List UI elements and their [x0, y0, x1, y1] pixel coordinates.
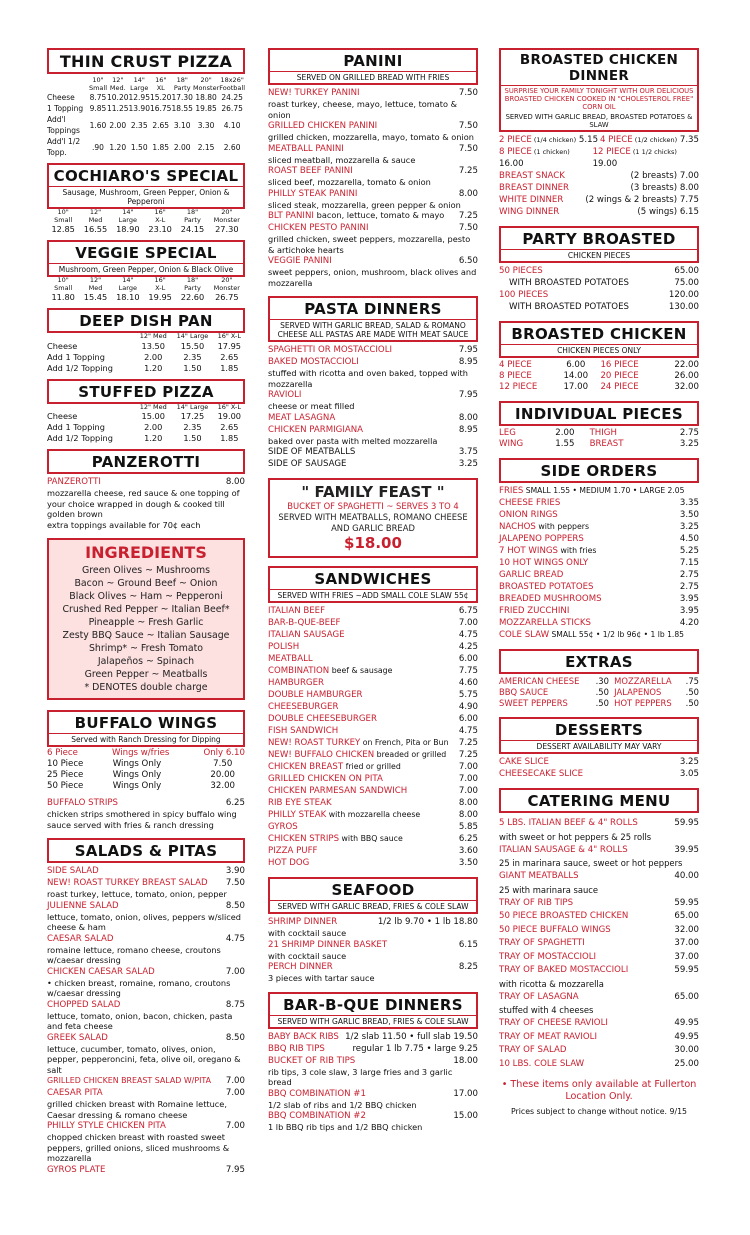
list-item: ITALIAN BEEF 6.75	[268, 606, 478, 616]
panzerotti-header: PANZEROTTI	[47, 449, 245, 474]
ingredient-line: Green Pepper ~ Meatballs	[84, 669, 208, 680]
family-feast-title: " FAMILY FEAST "	[301, 483, 445, 501]
deep-dish-sizes: 12" Med 14" Large 16" X-L	[139, 332, 242, 340]
list-item: SIDE OF SAUSAGE 3.25	[268, 459, 478, 469]
buffalo-strips: BUFFALO STRIPS 6.25	[47, 798, 245, 808]
sides-header: SIDE ORDERS	[499, 458, 699, 483]
ingredient-line: Bacon ~ Ground Beef ~ Onion	[74, 578, 218, 589]
table-row: BBQ SAUCE .50 JALAPENOS .50	[499, 687, 699, 697]
list-item: TRAY OF SPAGHETTI 37.00	[499, 938, 699, 948]
stuffed-table	[47, 404, 245, 445]
list-item: FRIES SMALL 1.55 • MEDIUM 1.70 • LARGE 2.05	[499, 486, 685, 496]
list-item: BAR-B-QUE-BEEF 7.00	[268, 618, 478, 628]
list-item: JULIENNE SALAD 8.50 lettuce, tomato, onion, olives, peppers w/sliced cheese & ham	[47, 900, 245, 932]
list-item: MOZZARELLA STICKS 4.20	[499, 618, 699, 628]
extras-table	[499, 676, 699, 709]
list-item: CHEESEBURGER 4.90	[268, 702, 478, 712]
seafood-sub: SERVED WITH GARLIC BREAD, FRIES & COLE SLAW	[270, 900, 476, 912]
list-item: BREAST SNACK (2 breasts) 7.00	[499, 171, 699, 181]
party-sub: CHICKEN PIECES	[501, 249, 697, 261]
list-item: WING DINNER (5 wings) 6.15	[499, 207, 699, 217]
list-item: PERCH DINNER 8.25 3 pieces with tartar sauce	[268, 962, 478, 983]
list-item: 10 HOT WINGS ONLY 7.15	[499, 558, 699, 568]
list-item: NEW! ROAST TURKEY BREAST SALAD 7.50 roast turkey, lettuce, tomato, onion, pepper	[47, 878, 245, 899]
list-item: CHICKEN CAESAR SALAD 7.00 • chicken breast, romaine, romano, croutons w/caesar dressing	[47, 966, 245, 998]
panzerotti-extra: extra toppings available for 70¢ each	[47, 519, 201, 530]
broasted-header: BROASTED CHICKEN	[511, 325, 687, 343]
column-left	[47, 48, 245, 1176]
ingredient-line: Jalapeños ~ Spinach	[97, 656, 195, 667]
list-item: BLT PANINI bacon, lettuce, tomato & mayo 7.25	[268, 210, 478, 221]
broasted-table	[499, 360, 699, 393]
list-item: GRILLED CHICKEN PANINI 7.50 grilled chicken, mozzarella, mayo, tomato & onion	[268, 121, 478, 142]
stuffed-row: Add 1/2 Topping 1.20 1.50 1.85	[47, 433, 239, 443]
list-item: TRAY OF LASAGNA 65.00 stuffed with 4 cheeses	[499, 991, 699, 1015]
list-item: RAVIOLI 7.95 cheese or meat filled	[268, 390, 478, 411]
list-item: RIB EYE STEAK 8.00	[268, 798, 478, 808]
ingredient-line: Crushed Red Pepper ~ Italian Beef*	[62, 604, 230, 615]
ingredients-box	[47, 538, 245, 700]
veggie-table	[47, 277, 245, 303]
list-item: MEAT LASAGNA 8.00	[268, 412, 478, 423]
buffalo-row: 25 Piece Wings Only 20.00	[47, 770, 236, 780]
cochiaro-box	[47, 163, 245, 209]
panzerotti-item: PANZEROTTI 8.00	[47, 477, 245, 487]
cochiaro-prices: 12.85 16.55 18.90 23.10 24.15 27.30	[51, 224, 239, 234]
list-item: MEATBALL 6.00	[268, 654, 478, 664]
pasta-box	[268, 296, 478, 342]
price-disclaimer: Prices subject to change without notice. 9/15	[510, 1107, 688, 1116]
table-row: LEG 2.00 THIGH 2.75	[499, 428, 699, 438]
buffalo-box	[47, 710, 245, 747]
broasted-dinner-header: BROASTED CHICKEN DINNER	[519, 52, 679, 84]
veggie-sizes: 10" Small 12" Med 14" Large 16" X-L 18" Party 20" Monster	[54, 276, 240, 292]
list-item: ONION RINGS 3.50	[499, 510, 699, 520]
list-item: GIANT MEATBALLS 40.00 25 with marinara sauce	[499, 871, 699, 895]
list-item: TRAY OF MOSTACCIOLI 37.00	[499, 951, 699, 962]
stuffed-row: Cheese 15.00 17.25 19.00	[47, 411, 242, 421]
list-item: 100 PIECES 120.00	[499, 290, 699, 300]
list-item: BBQ COMBINATION #1 17.00 1/2 slab of ribs and 1/2 BBQ chicken	[268, 1088, 478, 1110]
list-item: TRAY OF MEAT RAVIOLI 49.95	[499, 1031, 699, 1042]
deep-dish-table	[47, 333, 245, 374]
veggie-desc: Mushroom, Green Pepper, Onion & Black Olive	[58, 265, 234, 274]
list-item: WHITE DINNER (2 wings & 2 breasts) 7.75	[499, 195, 699, 205]
list-item: CAESAR PITA 7.00 grilled chicken breast with Romaine lettuce, Caesar dressing & romano cheese	[47, 1088, 245, 1120]
extras-header: EXTRAS	[499, 649, 699, 674]
list-item: 5 LBS. ITALIAN BEEF & 4" ROLLS 59.95 with sweet or hot peppers & 25 rolls	[499, 818, 699, 842]
list-item: VEGGIE PANINI 6.50 sweet peppers, onion, mushroom, black olives and mozzarella	[268, 256, 478, 288]
desserts-sub: DESSERT AVAILABILITY MAY VARY	[501, 740, 697, 752]
list-item: GREEK SALAD 8.50 lettuce, cucumber, tomato, olives, onion, pepper, pepperoncini, feta, olive oil, oregano & salt	[47, 1032, 245, 1075]
list-item: HOT DOG 3.50	[268, 858, 478, 868]
sides-list	[499, 485, 699, 641]
list-item: GYROS PLATE 7.95	[47, 1164, 245, 1175]
panzerotti-desc: mozzarella cheese, red sauce & one topping of your choice wrapped in dough & cooked till golden brown	[47, 488, 240, 519]
ingredient-line: Zesty BBQ Sauce ~ Italian Sausage	[62, 630, 230, 641]
individual-table	[499, 428, 699, 450]
broasted-sub: CHICKEN PIECES ONLY	[501, 344, 697, 356]
list-item: GRILLED CHICKEN BREAST SALAD W/PITA 7.00	[47, 1076, 245, 1086]
list-item: BROASTED POTATOES 2.75	[499, 582, 699, 592]
list-item: GYROS 5.85	[268, 822, 478, 832]
list-item: 21 SHRIMP DINNER BASKET 6.15 with cocktail sauce	[268, 939, 478, 961]
stuffed-sizes: 12" Med 14" Large 16" X-L	[139, 402, 242, 411]
list-item: 50 PIECES 65.00	[499, 266, 699, 276]
list-item: CHICKEN BREAST fried or grilled 7.00	[268, 762, 478, 772]
ingredient-line: Black Olives ~ Ham ~ Pepperoni	[69, 591, 223, 602]
veggie-box	[47, 240, 245, 277]
catering-list	[499, 817, 699, 1071]
list-item: GARLIC BREAD 2.75	[499, 570, 699, 580]
ingredient-line: Green Olives ~ Mushrooms	[82, 565, 210, 576]
list-item: SPAGHETTI OR MOSTACCIOLI 7.95	[268, 345, 478, 355]
ingredient-line: Shrimp* ~ Fresh Tomato	[88, 643, 204, 654]
desserts-header: DESSERTS	[554, 721, 644, 739]
pasta-sub: SERVED WITH GARLIC BREAD, SALAD & ROMANO CHEESE ALL PASTAS ARE MADE WITH MEAT SAUCE	[270, 319, 476, 340]
salads-list	[47, 865, 245, 1176]
stuffed-header: STUFFED PIZZA	[47, 379, 245, 404]
list-item: TRAY OF BAKED MOSTACCIOLI 59.95 with ricotta & mozzarella	[499, 965, 699, 989]
fullerton-note: • These items only available at Fullerton Location Only.	[501, 1079, 697, 1102]
deep-dish-row: Cheese 13.50 15.50 17.95	[47, 340, 242, 351]
buffalo-row: 10 Piece Wings Only 7.50	[47, 759, 233, 769]
stuffed-row: Add 1 Topping 2.00 2.35 2.65	[47, 422, 239, 432]
list-item: JALAPENO POPPERS 4.50	[499, 534, 699, 544]
sandwiches-sub: SERVED WITH FRIES ~ADD SMALL COLE SLAW 55¢	[270, 589, 476, 601]
sandwiches-header: SANDWICHES	[314, 570, 432, 588]
family-feast-price: $18.00	[344, 534, 402, 552]
thin-crust-row: 1 Topping 9.85 11.25 13.90 16.75 18.55 19.85 26.75	[47, 104, 243, 113]
list-item: PIZZA PUFF 3.60	[268, 846, 478, 856]
seafood-header: SEAFOOD	[331, 881, 415, 899]
bbq-sub: SERVED WITH GARLIC BREAD, FRIES & COLE SLAW	[270, 1015, 476, 1027]
column-right	[499, 48, 699, 1116]
list-item: HAMBURGER 4.60	[268, 678, 478, 688]
list-item: CHEESE FRIES 3.35	[499, 498, 699, 508]
desserts-list	[499, 756, 699, 780]
list-item: PHILLY STEAK with mozzarella cheese 8.00	[268, 810, 478, 820]
list-item: CHEESECAKE SLICE 3.05	[499, 769, 699, 779]
sandwiches-list	[268, 605, 478, 869]
list-item: DOUBLE CHEESEBURGER 6.00	[268, 714, 478, 724]
list-item: ITALIAN SAUSAGE 4.75	[268, 630, 478, 640]
broasted-dinner-list	[499, 134, 699, 218]
table-row: 12 PIECE 17.00 24 PIECE 32.00	[499, 382, 699, 392]
list-item: COMBINATION beef & sausage 7.75	[268, 666, 478, 676]
list-item: MEATBALL PANINI 7.50 sliced meatball, mozzarella & sauce	[268, 143, 478, 165]
deep-dish-header: DEEP DISH PAN	[47, 308, 245, 333]
list-item: TRAY OF RIB TIPS 59.95	[499, 897, 699, 908]
list-item: ITALIAN SAUSAGE & 4" ROLLS 39.95 25 in marinara sauce, sweet or hot peppers	[499, 844, 699, 868]
list-item: CHICKEN PARMIGIANA 8.95 baked over pasta with melted mozzarella	[268, 424, 478, 446]
ingredients-title: INGREDIENTS	[85, 543, 207, 562]
thin-crust-header: THIN CRUST PIZZA	[47, 48, 245, 74]
cochiaro-table	[47, 209, 245, 235]
list-item: 8 PIECE (1 chicken) 16.00 12 PIECE (1 1/2 chicks) 19.00	[499, 147, 677, 169]
list-item: COLE SLAW SMALL 55¢ • 1/2 lb 96¢ • 1 lb 1.85	[499, 630, 684, 640]
buffalo-sub: Served with Ranch Dressing for Dipping	[71, 735, 221, 744]
list-item: ROAST BEEF PANINI 7.25 sliced beef, mozzarella, tomato & onion	[268, 166, 478, 187]
list-item: BREAST DINNER (3 breasts) 8.00	[499, 183, 699, 193]
list-item: BABY BACK RIBS 1/2 slab 11.50 • full slab 19.50	[268, 1031, 478, 1042]
thin-crust-row: Add'l Toppings 1.60 2.00 2.35 2.65 3.10 3.30 4.10	[47, 115, 241, 135]
table-row: SWEET PEPPERS .50 HOT PEPPERS .50	[499, 698, 699, 708]
list-item: SIDE SALAD 3.90	[47, 866, 245, 876]
panini-sub: SERVED ON GRILLED BREAD WITH FRIES	[270, 71, 476, 83]
table-row: AMERICAN CHEESE .30 MOZZARELLA .75	[499, 676, 699, 686]
broasted-box	[499, 321, 699, 358]
list-item: BUCKET OF RIB TIPS 18.00 rib tips, 3 cole slaw, 3 large fries and 3 garlic bread	[268, 1055, 478, 1087]
veggie-prices: 11.80 15.45 18.10 19.95 22.60 26.75	[51, 292, 239, 302]
list-item: SHRIMP DINNER 1/2 lb 9.70 • 1 lb 18.80 with cocktail sauce	[268, 917, 478, 938]
list-item: 50 PIECE BUFFALO WINGS 32.00	[499, 924, 699, 935]
list-item: TRAY OF SALAD 30.00	[499, 1045, 699, 1055]
list-item: WITH BROASTED POTATOES 75.00	[509, 278, 699, 288]
catering-header: CATERING MENU	[499, 788, 699, 813]
broasted-dinner-sub: SURPRISE YOUR FAMILY TONIGHT WITH OUR DELICIOUS BROASTED CHICKEN COOKED IN "CHOLESTEROL FREE" CORN OIL	[501, 85, 697, 112]
family-feast-line2: SERVED WITH MEATBALLS, ROMANO CHEESE AND GARLIC BREAD	[278, 512, 468, 533]
thin-crust-row: Cheese 8.75 10.20 12.95 15.20 17.30 18.80 24.25	[47, 93, 243, 102]
list-item: TRAY OF CHEESE RAVIOLI 49.95	[499, 1018, 699, 1028]
family-feast-box	[268, 478, 478, 558]
list-item: CHICKEN PARMESAN SANDWICH 7.00	[268, 786, 478, 796]
buffalo-header: BUFFALO WINGS	[49, 712, 243, 734]
party-header: PARTY BROASTED	[522, 230, 676, 248]
cochiaro-header: COCHIARO'S SPECIAL	[49, 165, 243, 187]
list-item: NEW! TURKEY PANINI 7.50 roast turkey, cheese, mayo, lettuce, tomato & onion	[268, 88, 478, 120]
panini-list	[268, 87, 478, 288]
list-item: 50 PIECE BROASTED CHICKEN 65.00	[499, 911, 699, 921]
list-item: DOUBLE HAMBURGER 5.75	[268, 690, 478, 700]
list-item: 10 LBS. COLE SLAW 25.00	[499, 1058, 699, 1069]
party-list	[499, 265, 699, 313]
table-row: WING 1.55 BREAST 3.25	[499, 439, 699, 449]
sandwiches-box	[268, 566, 478, 603]
column-middle	[268, 48, 478, 1133]
panini-box	[268, 48, 478, 85]
list-item: NEW! ROAST TURKEY on French, Pita or Bun 7.25	[268, 738, 478, 748]
ingredient-line: Pineapple ~ Fresh Garlic	[88, 617, 204, 628]
cochiaro-sizes: 10" Small 12" Med 14" Large 16" X-L 18" Party 20" Monster	[54, 208, 240, 224]
thin-crust-table	[47, 77, 245, 158]
list-item: FISH SANDWICH 4.75	[268, 726, 478, 736]
list-item: POLISH 4.25	[268, 642, 478, 652]
panini-header: PANINI	[343, 52, 403, 70]
list-item: 2 PIECE (1/4 chicken) 5.15 4 PIECE (1/2 chicken) 7.35	[499, 135, 699, 145]
list-item: SIDE OF MEATBALLS 3.75	[268, 447, 478, 457]
list-item: WITH BROASTED POTATOES 130.00	[509, 302, 699, 312]
broasted-dinner-sub2: SERVED WITH GARLIC BREAD, BROASTED POTATOES & SLAW	[505, 113, 693, 129]
list-item: BBQ RIB TIPS regular 1 lb 7.75 • large 9.25	[268, 1043, 478, 1054]
individual-header: INDIVIDUAL PIECES	[499, 401, 699, 426]
list-item: PHILLY STEAK PANINI 8.00 sliced steak, mozzarella, green pepper & onion	[268, 188, 478, 210]
buffalo-strips-desc: chicken strips smothered in spicy buffalo wing sauce served with fries & ranch dressing	[47, 809, 237, 830]
list-item: NEW! BUFFALO CHICKEN breaded or grilled 7.25	[268, 750, 478, 760]
list-item: CAESAR SALAD 4.75 romaine lettuce, romano cheese, croutons w/caesar dressing	[47, 933, 245, 965]
thin-crust-row: Add'l 1/2 Topp. .90 1.20 1.50 1.85 2.00 2.15 2.60	[47, 137, 241, 157]
ingredient-line: * DENOTES double charge	[84, 682, 208, 693]
desserts-box	[499, 717, 699, 754]
seafood-box	[268, 877, 478, 914]
list-item: BBQ COMBINATION #2 15.00 1 lb BBQ rib tips and 1/2 BBQ chicken	[268, 1111, 478, 1132]
bbq-header: BAR-B-QUE DINNERS	[283, 995, 463, 1014]
pasta-header: PASTA DINNERS	[304, 300, 442, 318]
table-row: 4 PIECE 6.00 16 PIECE 22.00	[499, 360, 699, 370]
bbq-box	[268, 992, 478, 1029]
seafood-list	[268, 916, 478, 984]
veggie-header: VEGGIE SPECIAL	[49, 242, 243, 264]
thin-crust-sizes: 10" Small 12" Med. 14" Large 16" XL 18" Party 20" Monster 18x26" Football	[88, 76, 245, 92]
deep-dish-row: Add 1/2 Topping 1.20 1.50 1.85	[47, 362, 239, 373]
list-item: PHILLY STYLE CHICKEN PITA 7.00 chopped chicken breast with roasted sweet peppers, grilled onions, sliced mushrooms & mozzarella	[47, 1121, 245, 1163]
list-item: CHICKEN PESTO PANINI 7.50 grilled chicken, sweet peppers, mozzarella, pesto & artichoke hearts	[268, 223, 478, 255]
list-item: CHICKEN STRIPS with BBQ sauce 6.25	[268, 834, 478, 844]
list-item: GRILLED CHICKEN ON PITA 7.00	[268, 774, 478, 784]
list-item: 7 HOT WINGS with fries 5.25	[499, 546, 699, 556]
salads-header: SALADS & PITAS	[47, 838, 245, 863]
buffalo-table	[47, 759, 245, 792]
list-item: CAKE SLICE 3.25	[499, 757, 699, 767]
list-item: CHOPPED SALAD 8.75 lettuce, tomato, onion, bacon, chicken, pasta and feta cheese	[47, 999, 245, 1031]
buffalo-head-row: 6 Piece Wings w/fries Only 6.10	[47, 748, 245, 758]
list-item: FRIED ZUCCHINI 3.95	[499, 606, 699, 616]
cochiaro-desc: Sausage, Mushroom, Green Pepper, Onion & Pepperoni	[62, 188, 230, 206]
list-item: NACHOS with peppers 3.25	[499, 522, 699, 532]
family-feast-line1: BUCKET OF SPAGHETTI ~ SERVES 3 TO 4	[287, 501, 459, 511]
party-box	[499, 226, 699, 263]
pasta-list	[268, 344, 478, 470]
bbq-list	[268, 1031, 478, 1133]
deep-dish-row: Add 1 Topping 2.00 2.35 2.65	[47, 351, 239, 362]
table-row: 8 PIECE 14.00 20 PIECE 26.00	[499, 371, 699, 381]
broasted-dinner-box	[499, 48, 699, 132]
list-item: BREADED MUSHROOMS 3.95	[499, 594, 699, 604]
list-item: BAKED MOSTACCIOLI 8.95 stuffed with ricotta and oven baked, topped with mozzarella	[268, 357, 478, 389]
buffalo-row: 50 Piece Wings Only 32.00	[47, 781, 236, 791]
